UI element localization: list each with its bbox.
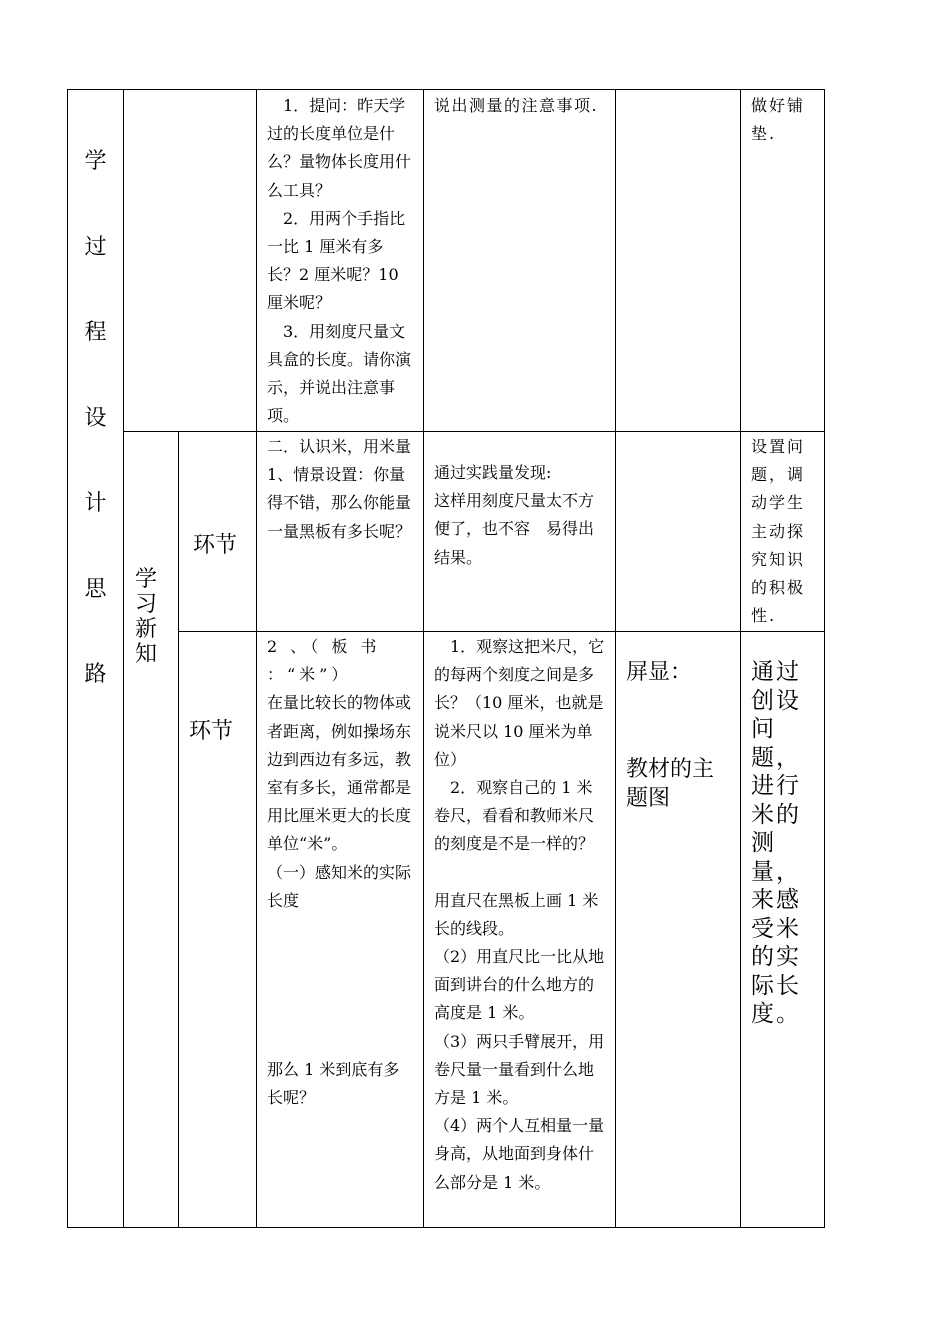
student-activity-cell: 说出测量的注意事项. [424, 90, 616, 432]
teacher-activity-cell: 2 、（ 板 书 ：“米”） 在量比较长的物体或者距离，例如操场东边到西边有多远，教室有多长，通常都是用比厘米更大的长度单位“米”。 （一）感知米的实际长度 那么 1 米到底有多长呢？ [257, 632, 424, 1228]
table-row [68, 432, 825, 632]
lesson-plan-table [67, 89, 825, 1228]
table-row [68, 90, 825, 432]
process-header-cell [68, 90, 124, 1228]
teacher-activity-cell: 1．提问：昨天学过的长度单位是什么？量物体长度用什么工具？ 2．用两个手指比一比 1 厘米有多长？2 厘米呢？10 厘米呢？ 3．用刻度尺量文具盒的长度。请你演示，并说出注意事项。 [257, 90, 424, 432]
media-content: 教材的主题图 [626, 757, 715, 811]
empty-cell [124, 90, 257, 432]
design-intent-cell: 做好铺垫. [741, 90, 825, 432]
student-activity-cell: 1．观察这把米尺，它的每两个刻度之间是多长？（10 厘米，也就是说米尺以 10 厘米为单位） 2．观察自己的 1 米卷尺，看看和教师米尺的刻度是不是一样的？ 用直尺在黑板上画 1 米长的线段。 （2）用直尺比一比从地面到讲台的什么地方的高度是 1 米。 （3）两只手臂展开，用卷尺量一量看到什么地方是 1 米。 （4）两个人互相量一量身高，从地面到身体什么部分是 1 米。 [424, 632, 616, 1228]
stage-cell [179, 432, 257, 632]
process-header-title: 学 过 程 设 计 思 路 [84, 149, 107, 687]
media-label: 屏显： [626, 660, 693, 685]
stage-label: 环节 [189, 719, 234, 744]
table-row [68, 632, 825, 1228]
section-label: 学 习 新 知 [135, 567, 158, 667]
stage-cell [179, 632, 257, 1228]
teacher-activity-cell: 二．认识米，用米量 1、情景设置：你量得不错，那么你能量一量黑板有多长呢？ [257, 432, 424, 632]
design-intent-cell: 通过创设问题，进行米的测量，来感受米的实际长度。 [741, 632, 825, 1228]
media-cell [616, 90, 741, 432]
media-cell [616, 432, 741, 632]
design-intent-cell: 设置问题，调动学生主动探究知识的积极性. [741, 432, 825, 632]
stage-label: 环节 [193, 533, 238, 558]
media-cell [616, 632, 741, 1228]
student-activity-cell: 通过实践量发现: 这样用刻度尺量太不方便了，也不容 易得出结果。 [424, 432, 616, 632]
section-label-cell [124, 432, 179, 1228]
